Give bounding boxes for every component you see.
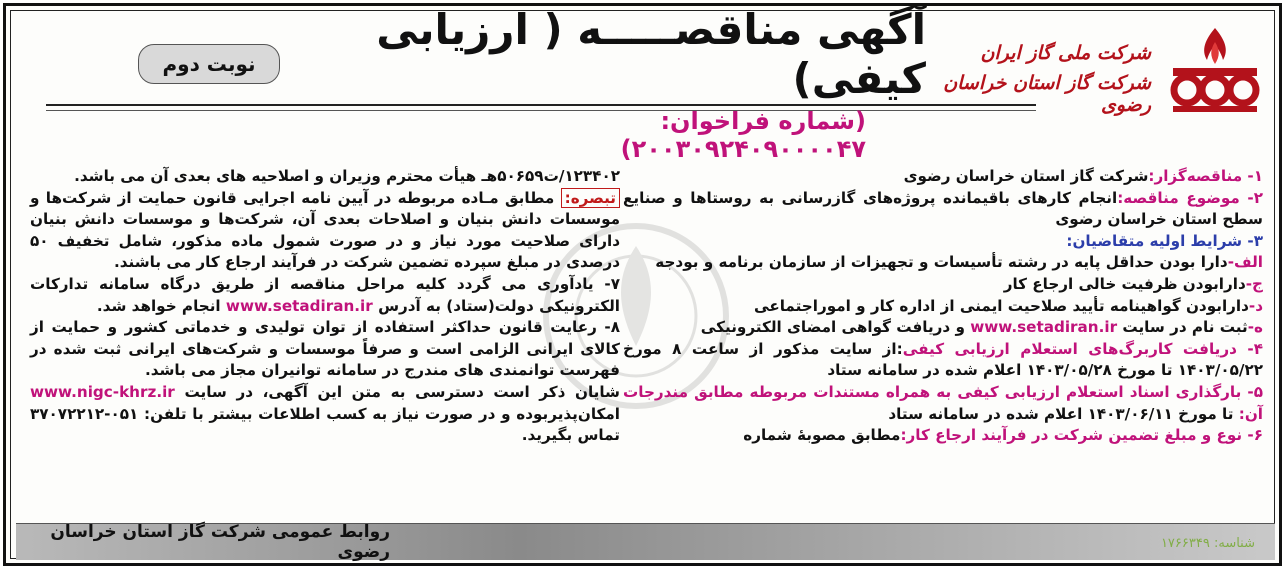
item-3: [623, 231, 1263, 253]
item-2-text: انجام کارهای باقیمانده پروژه‌های گازرسانی به روستاها و صنایع سطح استان خراسان رضوی: [623, 188, 1263, 229]
contact-phone: ۰۵۱-۳۷۰۷۲۲۱۲: [30, 404, 139, 423]
item-5-text: تا مورخ ۱۴۰۳/۰۶/۱۱ اعلام شده در سامانه ستاد: [888, 404, 1234, 423]
ad-number: شناسه: ۱۷۶۶۳۴۹: [1160, 536, 1255, 551]
condition-d: [623, 317, 1263, 339]
item-8: ۸- رعایت قانون حداکثر استفاده از توان تولیدی و خدماتی کشور و حمایت از کالای ایرانی الزامی است و صرفاً موسسات و شرکت‌های ایرانی ثبت شده در فهرست توانمندی های مندرج در سامانه توانیران مجاز می باشد.: [30, 318, 620, 380]
round-badge: نوبت دوم: [138, 44, 280, 84]
item-3-label: ۳- شرایط اولیه متقاضیان:: [1066, 231, 1263, 250]
item-4: [623, 339, 1263, 382]
item-7-text-2: انجام خواهد شد.: [96, 296, 221, 315]
closing-text-3: تماس بگیرید.: [521, 426, 620, 445]
closing-text-2: امکان‌پذیربوده و در صورت نیاز به کسب اطلاعات بیشتر با تلفن:: [144, 404, 620, 423]
item-4-text: :از سایت مذکور از ساعت ۸ مورخ ۱۴۰۳/۰۵/۲۲ تا مورخ ۱۴۰۳/۰۵/۲۸ اعلام شده در سامانه ستاد: [623, 339, 1263, 380]
item-6-text: مطابق مصوبهٔ شماره: [743, 426, 901, 445]
company-name: شرکت گاز استان خراسان رضوی: [943, 72, 1151, 116]
condition-c: [623, 296, 1263, 318]
nigc-logo: [1165, 24, 1265, 116]
condition-d-label: ه-: [1247, 318, 1263, 337]
condition-c-text: دارابودن گواهینامه تأیید صلاحیت ایمنی از اداره کار و اموراجتماعی: [753, 296, 1249, 315]
call-number: (شماره فراخوان: ۲۰۰۳۰۹۲۴۰۹۰۰۰۰۴۷): [620, 107, 866, 163]
condition-d-text-1: ثبت نام در سایت: [1122, 318, 1248, 337]
item-7: [30, 274, 620, 317]
closing: [30, 382, 620, 447]
condition-d-text-2: و دریافت گواهی امضای الکترونیکی: [700, 318, 965, 337]
left-column: [30, 166, 620, 447]
item-7-text-1: ۷- یادآوری می گردد کلیه مراحل مناقصه از طریق درگاه سامانه تدارکات الکترونیکی دولت(ستاد) به آدرس: [30, 274, 620, 315]
nigc-link[interactable]: www.nigc-khrz.ir: [30, 382, 175, 401]
condition-c-label: د-: [1248, 296, 1263, 315]
item-4-label: ۴- دریافت کاربرگ‌های استعلام ارزیابی کیفی: [902, 339, 1263, 358]
header-divider: [46, 104, 1036, 106]
condition-a-text: دارا بودن حداقل پایه در رشته تأسیسات و تجهیزات از سازمان برنامه و بودجه: [655, 253, 1228, 272]
note-text: مطابق مـاده مربوطه در آیین نامه اجرایی قانون حمایت از شرکت‌ها و موسسات دانش بنیان و اصلاحات بعدی آن، شرکت‌ها و موسسات دانش بنیان دارای صلاحیت مورد نیاز و در صورت شمول ماده مذکور، شامل تخفیف ۵۰ درصدی در مبلغ سپرده تضمین شرکت در فرآیند ارجاع کار می باشند.: [30, 188, 620, 272]
item-1: [623, 166, 1263, 188]
condition-b-text: دارابودن ظرفیت خالی ارجاع کار: [1003, 274, 1246, 293]
item-2-label: ۲- موضوع مناقصه:: [1117, 188, 1263, 207]
note: [30, 188, 620, 274]
item-6: [623, 425, 1263, 447]
item-1-text: شرکت گاز استان خراسان رضوی: [903, 167, 1149, 185]
closing-text-1: شایان ذکر است دسترسی به متن این آگهی، در سایت: [184, 382, 620, 401]
company-name-parent: شرکت ملی گاز ایران: [980, 42, 1151, 64]
item-5: [623, 382, 1263, 425]
item-6-label: ۶- نوع و مبلغ تضمین شرکت در فرآیند ارجاع کار:: [900, 426, 1263, 445]
setadiran-link-2[interactable]: www.setadiran.ir: [225, 296, 373, 315]
footer-department: روابط عمومی شرکت گاز استان خراسان رضوی: [50, 522, 390, 562]
condition-b-label: ج-: [1245, 274, 1263, 293]
setadiran-link[interactable]: www.setadiran.ir: [970, 318, 1118, 337]
item-6-continued: ۱۲۳۴۰۲/ت۵۰۶۵۹هـ هیأت محترم وزیران و اصلاحیه های بعدی آن می باشد.: [74, 167, 620, 185]
item-1-label: ۱- مناقصه‌گزار:: [1148, 167, 1263, 185]
ad-title: آگهی مناقصـــــه ( ارزیابی کیفی): [376, 5, 926, 103]
right-column: [623, 166, 1263, 447]
condition-a: [623, 252, 1263, 274]
item-5-label: ۵- بارگذاری اسناد استعلام ارزیابی کیفی به همراه مستندات مربوطه مطابق مندرجات آن:: [623, 382, 1263, 423]
condition-b: [623, 274, 1263, 296]
tender-advertisement: [3, 3, 1282, 566]
item-2: [623, 188, 1263, 231]
note-label: تبصره:: [561, 188, 620, 208]
condition-a-label: الف-: [1227, 253, 1263, 272]
